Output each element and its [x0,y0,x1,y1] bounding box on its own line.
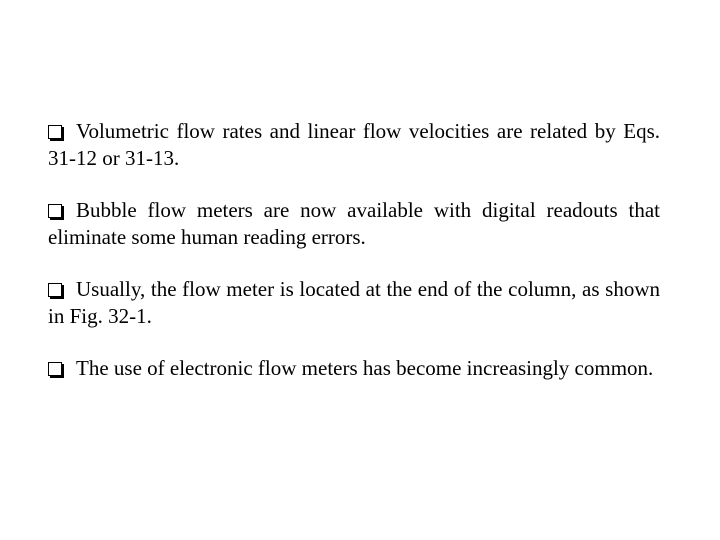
square-bullet-icon [48,362,62,376]
bullet-item [48,355,660,382]
bullet-item [48,197,660,251]
bullet-item [48,118,660,172]
bullet-text: The use of electronic flow meters has become increasingly common. [76,356,654,380]
square-bullet-icon [48,125,62,139]
bullet-item [48,276,660,330]
square-bullet-icon [48,204,62,218]
bullet-text: Bubble flow meters are now available with digital readouts that eliminate some human reading errors. [48,198,660,249]
bullet-list [48,118,660,407]
bullet-text: Usually, the flow meter is located at the end of the column, as shown in Fig. 32-1. [48,277,660,328]
square-bullet-icon [48,283,62,297]
bullet-text: Volumetric flow rates and linear flow velocities are related by Eqs. 31-12 or 31-13. [48,119,660,170]
